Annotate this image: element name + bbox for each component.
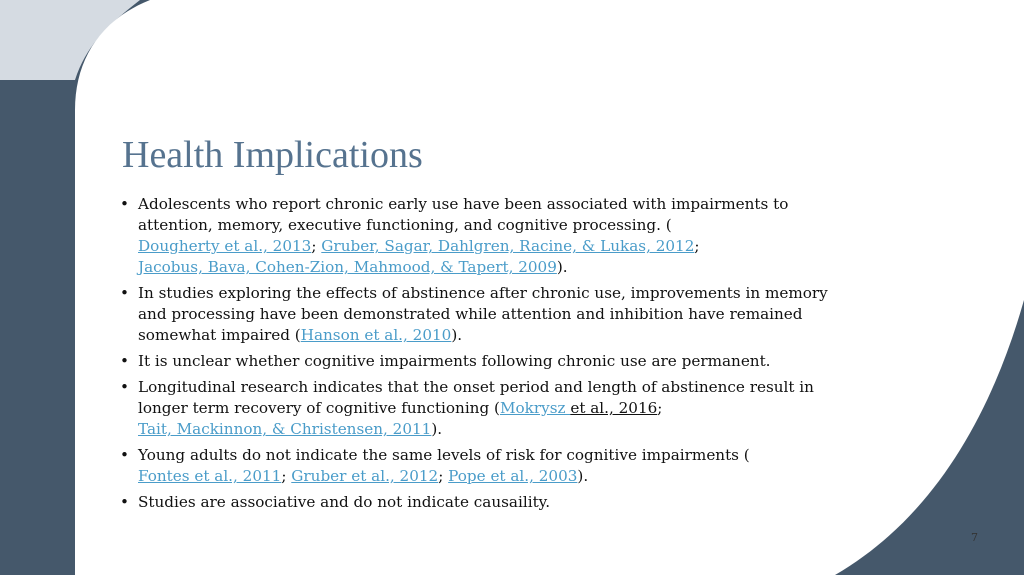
bullet-item bbox=[118, 283, 918, 346]
bullet-dot-icon: • bbox=[120, 352, 129, 370]
slide-title: Health Implications bbox=[122, 134, 423, 176]
bullet-item bbox=[118, 377, 918, 440]
bullet-item bbox=[118, 492, 918, 513]
citation-link[interactable]: Dougherty et al., 2013 bbox=[138, 237, 312, 255]
bullet-text: ; bbox=[438, 467, 449, 485]
bullet-text: longer term recovery of cognitive functioning ( bbox=[138, 399, 500, 417]
bullet-line bbox=[138, 283, 918, 304]
bullet-text: Adolescents who report chronic early use have been associated with impairments to bbox=[138, 195, 789, 213]
bullet-text: ; bbox=[281, 467, 292, 485]
bullet-line bbox=[138, 351, 918, 372]
bullet-line bbox=[138, 492, 918, 513]
citation-link[interactable]: Fontes et al., 2011 bbox=[138, 467, 282, 485]
bullet-dot-icon: • bbox=[120, 493, 129, 511]
bullet-line bbox=[138, 419, 918, 440]
bullet-text: In studies exploring the effects of abstinence after chronic use, improvements in memory bbox=[138, 284, 828, 302]
bullet-item bbox=[118, 445, 918, 487]
bullet-line bbox=[138, 304, 918, 325]
bullet-line bbox=[138, 194, 918, 215]
bullet-text: et al., 2016 bbox=[570, 399, 658, 417]
bullet-dot-icon: • bbox=[120, 378, 129, 396]
bullet-line bbox=[138, 215, 918, 236]
bullet-line bbox=[138, 445, 918, 466]
bullet-text: ). bbox=[431, 420, 443, 438]
bullet-text: It is unclear whether cognitive impairments following chronic use are permanent. bbox=[138, 352, 771, 370]
bullet-line bbox=[138, 257, 918, 278]
citation-link[interactable]: Mokrysz bbox=[499, 399, 571, 417]
bullet-text: Longitudinal research indicates that the onset period and length of abstinence result in bbox=[138, 378, 814, 396]
bullet-text: and processing have been demonstrated while attention and inhibition have remained bbox=[138, 305, 803, 323]
bullet-dot-icon: • bbox=[120, 195, 129, 213]
bullet-text: ). bbox=[451, 326, 463, 344]
citation-link[interactable]: Gruber et al., 2012 bbox=[291, 467, 439, 485]
bullet-line bbox=[138, 466, 918, 487]
bullet-item bbox=[118, 351, 918, 372]
citation-link[interactable]: Jacobus, Bava, Cohen-Zion, Mahmood, & Tapert, 2009 bbox=[138, 258, 557, 276]
citation-link[interactable]: Gruber, Sagar, Dahlgren, Racine, & Lukas, 2012 bbox=[321, 237, 695, 255]
bullet-text: ; bbox=[311, 237, 322, 255]
bullet-dot-icon: • bbox=[120, 284, 129, 302]
bullet-text: ; bbox=[657, 399, 663, 417]
bullet-text: ). bbox=[556, 258, 568, 276]
page-number: 7 bbox=[971, 531, 978, 544]
bullet-line bbox=[138, 398, 918, 419]
bullet-line bbox=[138, 236, 918, 257]
bullet-text: Studies are associative and do not indicate causaility. bbox=[138, 493, 551, 511]
citation-link[interactable]: Hanson et al., 2010 bbox=[300, 326, 452, 344]
bullet-list bbox=[118, 194, 918, 518]
bullet-dot-icon: • bbox=[120, 446, 129, 464]
bullet-item bbox=[118, 194, 918, 278]
citation-link[interactable]: Pope et al., 2003 bbox=[448, 467, 578, 485]
bullet-text: attention, memory, executive functioning, and cognitive processing. ( bbox=[138, 216, 672, 234]
citation-link[interactable]: Tait, Mackinnon, & Christensen, 2011 bbox=[138, 420, 432, 438]
bullet-text: ; bbox=[694, 237, 700, 255]
bullet-text: Young adults do not indicate the same levels of risk for cognitive impairments ( bbox=[138, 446, 750, 464]
bullet-line bbox=[138, 377, 918, 398]
bullet-text: somewhat impaired ( bbox=[138, 326, 301, 344]
bullet-text: ). bbox=[577, 467, 589, 485]
bullet-line bbox=[138, 325, 918, 346]
